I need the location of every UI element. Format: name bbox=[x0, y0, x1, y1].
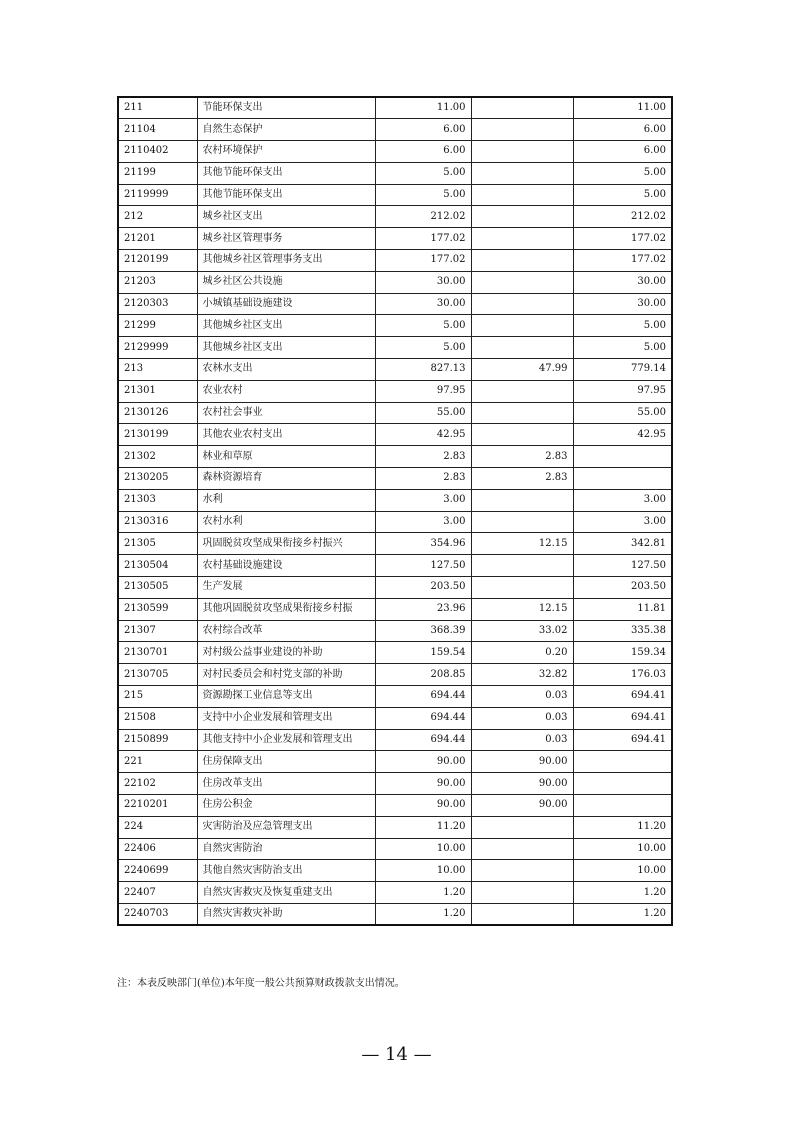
subject-name-cell: 支持中小企业发展和管理支出 bbox=[197, 707, 375, 729]
table-row bbox=[118, 315, 672, 337]
project-expenditure-cell: 342.81 bbox=[573, 533, 672, 555]
subject-name-cell: 其他节能环保支出 bbox=[197, 162, 375, 184]
project-expenditure-cell: 203.50 bbox=[573, 577, 672, 599]
subject-name-cell: 灾害防治及应急管理支出 bbox=[197, 816, 375, 838]
subject-name-cell: 住房改革支出 bbox=[197, 773, 375, 795]
project-expenditure-cell bbox=[573, 751, 672, 773]
project-expenditure-cell: 212.02 bbox=[573, 206, 672, 228]
total-amount-cell: 30.00 bbox=[375, 293, 471, 315]
page-number: — 14 — bbox=[361, 1044, 432, 1065]
subject-code-cell: 2240703 bbox=[118, 903, 197, 925]
basic-expenditure-cell: 90.00 bbox=[471, 795, 573, 817]
table-row bbox=[118, 446, 672, 468]
subject-code-cell: 2130126 bbox=[118, 402, 197, 424]
table-row bbox=[118, 664, 672, 686]
subject-name-cell: 其他城乡社区支出 bbox=[197, 315, 375, 337]
subject-code-cell: 21508 bbox=[118, 707, 197, 729]
subject-name-cell: 其他巩固脱贫攻坚成果衔接乡村振 bbox=[197, 598, 375, 620]
subject-name-cell: 自然灾害救灾及恢复重建支出 bbox=[197, 882, 375, 904]
subject-name-cell: 农村综合改革 bbox=[197, 620, 375, 642]
table-row bbox=[118, 271, 672, 293]
subject-name-cell: 水利 bbox=[197, 489, 375, 511]
basic-expenditure-cell: 90.00 bbox=[471, 751, 573, 773]
basic-expenditure-cell: 90.00 bbox=[471, 773, 573, 795]
subject-name-cell: 农村环境保护 bbox=[197, 141, 375, 163]
basic-expenditure-cell: 12.15 bbox=[471, 533, 573, 555]
subject-code-cell: 22406 bbox=[118, 838, 197, 860]
subject-name-cell: 自然灾害防治 bbox=[197, 838, 375, 860]
project-expenditure-cell: 694.41 bbox=[573, 686, 672, 708]
total-amount-cell: 6.00 bbox=[375, 119, 471, 141]
basic-expenditure-cell bbox=[471, 489, 573, 511]
total-amount-cell: 3.00 bbox=[375, 511, 471, 533]
subject-name-cell: 节能环保支出 bbox=[197, 97, 375, 119]
basic-expenditure-cell bbox=[471, 555, 573, 577]
project-expenditure-cell: 5.00 bbox=[573, 162, 672, 184]
subject-name-cell: 住房公积金 bbox=[197, 795, 375, 817]
project-expenditure-cell: 1.20 bbox=[573, 882, 672, 904]
subject-code-cell: 224 bbox=[118, 816, 197, 838]
subject-name-cell: 森林资源培育 bbox=[197, 468, 375, 490]
basic-expenditure-cell: 47.99 bbox=[471, 359, 573, 381]
basic-expenditure-cell: 32.82 bbox=[471, 664, 573, 686]
table-row bbox=[118, 795, 672, 817]
project-expenditure-cell: 177.02 bbox=[573, 228, 672, 250]
basic-expenditure-cell: 0.03 bbox=[471, 707, 573, 729]
basic-expenditure-cell: 0.03 bbox=[471, 729, 573, 751]
basic-expenditure-cell: 0.20 bbox=[471, 642, 573, 664]
total-amount-cell: 212.02 bbox=[375, 206, 471, 228]
project-expenditure-cell: 10.00 bbox=[573, 838, 672, 860]
project-expenditure-cell: 42.95 bbox=[573, 424, 672, 446]
table-row bbox=[118, 751, 672, 773]
project-expenditure-cell: 5.00 bbox=[573, 337, 672, 359]
basic-expenditure-cell bbox=[471, 511, 573, 533]
subject-name-cell: 对村民委员会和村党支部的补助 bbox=[197, 664, 375, 686]
total-amount-cell: 159.54 bbox=[375, 642, 471, 664]
subject-name-cell: 农林水支出 bbox=[197, 359, 375, 381]
subject-code-cell: 2130199 bbox=[118, 424, 197, 446]
project-expenditure-cell: 11.00 bbox=[573, 97, 672, 119]
total-amount-cell: 208.85 bbox=[375, 664, 471, 686]
table-row bbox=[118, 903, 672, 925]
project-expenditure-cell bbox=[573, 446, 672, 468]
total-amount-cell: 10.00 bbox=[375, 838, 471, 860]
project-expenditure-cell: 97.95 bbox=[573, 380, 672, 402]
project-expenditure-cell: 127.50 bbox=[573, 555, 672, 577]
total-amount-cell: 5.00 bbox=[375, 184, 471, 206]
total-amount-cell: 90.00 bbox=[375, 751, 471, 773]
total-amount-cell: 30.00 bbox=[375, 271, 471, 293]
subject-code-cell: 2130504 bbox=[118, 555, 197, 577]
total-amount-cell: 354.96 bbox=[375, 533, 471, 555]
table-row bbox=[118, 424, 672, 446]
subject-name-cell: 生产发展 bbox=[197, 577, 375, 599]
basic-expenditure-cell: 33.02 bbox=[471, 620, 573, 642]
subject-name-cell: 其他城乡社区支出 bbox=[197, 337, 375, 359]
table-row bbox=[118, 860, 672, 882]
project-expenditure-cell: 694.41 bbox=[573, 707, 672, 729]
project-expenditure-cell: 6.00 bbox=[573, 141, 672, 163]
subject-code-cell: 2240699 bbox=[118, 860, 197, 882]
total-amount-cell: 10.00 bbox=[375, 860, 471, 882]
total-amount-cell: 55.00 bbox=[375, 402, 471, 424]
subject-name-cell: 林业和草原 bbox=[197, 446, 375, 468]
subject-code-cell: 2120303 bbox=[118, 293, 197, 315]
total-amount-cell: 694.44 bbox=[375, 729, 471, 751]
table-row bbox=[118, 707, 672, 729]
basic-expenditure-cell bbox=[471, 293, 573, 315]
subject-code-cell: 2130316 bbox=[118, 511, 197, 533]
project-expenditure-cell: 694.41 bbox=[573, 729, 672, 751]
subject-code-cell: 2110402 bbox=[118, 141, 197, 163]
subject-code-cell: 21203 bbox=[118, 271, 197, 293]
table-row bbox=[118, 380, 672, 402]
project-expenditure-cell: 6.00 bbox=[573, 119, 672, 141]
subject-code-cell: 2150899 bbox=[118, 729, 197, 751]
total-amount-cell: 5.00 bbox=[375, 315, 471, 337]
subject-name-cell: 其他自然灾害防治支出 bbox=[197, 860, 375, 882]
table-row bbox=[118, 598, 672, 620]
subject-name-cell: 其他节能环保支出 bbox=[197, 184, 375, 206]
subject-code-cell: 21199 bbox=[118, 162, 197, 184]
table-row bbox=[118, 468, 672, 490]
table-body bbox=[118, 97, 672, 925]
total-amount-cell: 23.96 bbox=[375, 598, 471, 620]
basic-expenditure-cell bbox=[471, 162, 573, 184]
subject-code-cell: 213 bbox=[118, 359, 197, 381]
project-expenditure-cell: 779.14 bbox=[573, 359, 672, 381]
subject-code-cell: 21302 bbox=[118, 446, 197, 468]
basic-expenditure-cell bbox=[471, 250, 573, 272]
total-amount-cell: 368.39 bbox=[375, 620, 471, 642]
total-amount-cell: 3.00 bbox=[375, 489, 471, 511]
subject-code-cell: 21301 bbox=[118, 380, 197, 402]
table-row bbox=[118, 293, 672, 315]
total-amount-cell: 694.44 bbox=[375, 707, 471, 729]
basic-expenditure-cell bbox=[471, 119, 573, 141]
subject-code-cell: 2130701 bbox=[118, 642, 197, 664]
subject-code-cell: 21305 bbox=[118, 533, 197, 555]
total-amount-cell: 11.00 bbox=[375, 97, 471, 119]
project-expenditure-cell: 30.00 bbox=[573, 271, 672, 293]
subject-code-cell: 2130205 bbox=[118, 468, 197, 490]
project-expenditure-cell: 159.34 bbox=[573, 642, 672, 664]
subject-code-cell: 2130505 bbox=[118, 577, 197, 599]
total-amount-cell: 5.00 bbox=[375, 162, 471, 184]
project-expenditure-cell: 30.00 bbox=[573, 293, 672, 315]
table-row bbox=[118, 642, 672, 664]
budget-expenditure-table bbox=[117, 96, 673, 926]
project-expenditure-cell: 177.02 bbox=[573, 250, 672, 272]
project-expenditure-cell bbox=[573, 773, 672, 795]
total-amount-cell: 177.02 bbox=[375, 228, 471, 250]
project-expenditure-cell: 11.20 bbox=[573, 816, 672, 838]
subject-code-cell: 2130705 bbox=[118, 664, 197, 686]
basic-expenditure-cell bbox=[471, 97, 573, 119]
table-row bbox=[118, 184, 672, 206]
subject-name-cell: 资源勘探工业信息等支出 bbox=[197, 686, 375, 708]
total-amount-cell: 827.13 bbox=[375, 359, 471, 381]
subject-code-cell: 22407 bbox=[118, 882, 197, 904]
subject-code-cell: 21303 bbox=[118, 489, 197, 511]
project-expenditure-cell: 3.00 bbox=[573, 511, 672, 533]
table-row bbox=[118, 511, 672, 533]
basic-expenditure-cell bbox=[471, 402, 573, 424]
table-row bbox=[118, 119, 672, 141]
table-row bbox=[118, 816, 672, 838]
project-expenditure-cell: 11.81 bbox=[573, 598, 672, 620]
basic-expenditure-cell bbox=[471, 271, 573, 293]
subject-name-cell: 对村级公益事业建设的补助 bbox=[197, 642, 375, 664]
subject-name-cell: 自然灾害救灾补助 bbox=[197, 903, 375, 925]
total-amount-cell: 1.20 bbox=[375, 882, 471, 904]
subject-code-cell: 21104 bbox=[118, 119, 197, 141]
subject-code-cell: 2210201 bbox=[118, 795, 197, 817]
project-expenditure-cell: 176.03 bbox=[573, 664, 672, 686]
subject-name-cell: 农村基础设施建设 bbox=[197, 555, 375, 577]
table-row bbox=[118, 228, 672, 250]
table-row bbox=[118, 206, 672, 228]
table-row bbox=[118, 620, 672, 642]
subject-name-cell: 其他农业农村支出 bbox=[197, 424, 375, 446]
subject-name-cell: 农业农村 bbox=[197, 380, 375, 402]
subject-code-cell: 2119999 bbox=[118, 184, 197, 206]
table-note: 注：本表反映部门(单位)本年度一般公共预算财政拨款支出情况。 bbox=[117, 978, 405, 989]
table-row bbox=[118, 337, 672, 359]
basic-expenditure-cell bbox=[471, 337, 573, 359]
subject-code-cell: 2120199 bbox=[118, 250, 197, 272]
table-row bbox=[118, 489, 672, 511]
total-amount-cell: 6.00 bbox=[375, 141, 471, 163]
total-amount-cell: 203.50 bbox=[375, 577, 471, 599]
project-expenditure-cell: 5.00 bbox=[573, 184, 672, 206]
table-row bbox=[118, 97, 672, 119]
basic-expenditure-cell bbox=[471, 315, 573, 337]
project-expenditure-cell: 5.00 bbox=[573, 315, 672, 337]
table-row bbox=[118, 838, 672, 860]
total-amount-cell: 11.20 bbox=[375, 816, 471, 838]
total-amount-cell: 42.95 bbox=[375, 424, 471, 446]
subject-name-cell: 住房保障支出 bbox=[197, 751, 375, 773]
table-row bbox=[118, 141, 672, 163]
total-amount-cell: 2.83 bbox=[375, 468, 471, 490]
basic-expenditure-cell bbox=[471, 838, 573, 860]
subject-name-cell: 城乡社区公共设施 bbox=[197, 271, 375, 293]
table-row bbox=[118, 533, 672, 555]
subject-name-cell: 城乡社区管理事务 bbox=[197, 228, 375, 250]
subject-name-cell: 自然生态保护 bbox=[197, 119, 375, 141]
project-expenditure-cell bbox=[573, 795, 672, 817]
total-amount-cell: 90.00 bbox=[375, 795, 471, 817]
subject-code-cell: 212 bbox=[118, 206, 197, 228]
table-row bbox=[118, 555, 672, 577]
total-amount-cell: 90.00 bbox=[375, 773, 471, 795]
table-row bbox=[118, 577, 672, 599]
basic-expenditure-cell bbox=[471, 380, 573, 402]
total-amount-cell: 127.50 bbox=[375, 555, 471, 577]
total-amount-cell: 97.95 bbox=[375, 380, 471, 402]
table-row bbox=[118, 359, 672, 381]
table-row bbox=[118, 773, 672, 795]
subject-code-cell: 21307 bbox=[118, 620, 197, 642]
table-row bbox=[118, 686, 672, 708]
project-expenditure-cell: 10.00 bbox=[573, 860, 672, 882]
basic-expenditure-cell bbox=[471, 206, 573, 228]
subject-name-cell: 农村水利 bbox=[197, 511, 375, 533]
subject-name-cell: 农村社会事业 bbox=[197, 402, 375, 424]
subject-name-cell: 巩固脱贫攻坚成果衔接乡村振兴 bbox=[197, 533, 375, 555]
subject-name-cell: 城乡社区支出 bbox=[197, 206, 375, 228]
basic-expenditure-cell bbox=[471, 816, 573, 838]
subject-name-cell: 小城镇基础设施建设 bbox=[197, 293, 375, 315]
table-row bbox=[118, 250, 672, 272]
subject-code-cell: 2129999 bbox=[118, 337, 197, 359]
total-amount-cell: 5.00 bbox=[375, 337, 471, 359]
subject-code-cell: 21201 bbox=[118, 228, 197, 250]
basic-expenditure-cell: 12.15 bbox=[471, 598, 573, 620]
project-expenditure-cell: 55.00 bbox=[573, 402, 672, 424]
subject-code-cell: 2130599 bbox=[118, 598, 197, 620]
basic-expenditure-cell bbox=[471, 860, 573, 882]
basic-expenditure-cell bbox=[471, 184, 573, 206]
basic-expenditure-cell: 2.83 bbox=[471, 468, 573, 490]
basic-expenditure-cell bbox=[471, 228, 573, 250]
subject-code-cell: 211 bbox=[118, 97, 197, 119]
project-expenditure-cell: 3.00 bbox=[573, 489, 672, 511]
total-amount-cell: 177.02 bbox=[375, 250, 471, 272]
project-expenditure-cell: 335.38 bbox=[573, 620, 672, 642]
subject-code-cell: 215 bbox=[118, 686, 197, 708]
total-amount-cell: 2.83 bbox=[375, 446, 471, 468]
subject-code-cell: 22102 bbox=[118, 773, 197, 795]
project-expenditure-cell: 1.20 bbox=[573, 903, 672, 925]
subject-name-cell: 其他支持中小企业发展和管理支出 bbox=[197, 729, 375, 751]
table-row bbox=[118, 882, 672, 904]
subject-name-cell: 其他城乡社区管理事务支出 bbox=[197, 250, 375, 272]
total-amount-cell: 1.20 bbox=[375, 903, 471, 925]
basic-expenditure-cell bbox=[471, 882, 573, 904]
table-row bbox=[118, 162, 672, 184]
basic-expenditure-cell: 2.83 bbox=[471, 446, 573, 468]
basic-expenditure-cell bbox=[471, 903, 573, 925]
basic-expenditure-cell bbox=[471, 424, 573, 446]
table-row bbox=[118, 402, 672, 424]
subject-code-cell: 221 bbox=[118, 751, 197, 773]
basic-expenditure-cell bbox=[471, 141, 573, 163]
basic-expenditure-cell: 0.03 bbox=[471, 686, 573, 708]
total-amount-cell: 694.44 bbox=[375, 686, 471, 708]
basic-expenditure-cell bbox=[471, 577, 573, 599]
subject-code-cell: 21299 bbox=[118, 315, 197, 337]
project-expenditure-cell bbox=[573, 468, 672, 490]
table-row bbox=[118, 729, 672, 751]
